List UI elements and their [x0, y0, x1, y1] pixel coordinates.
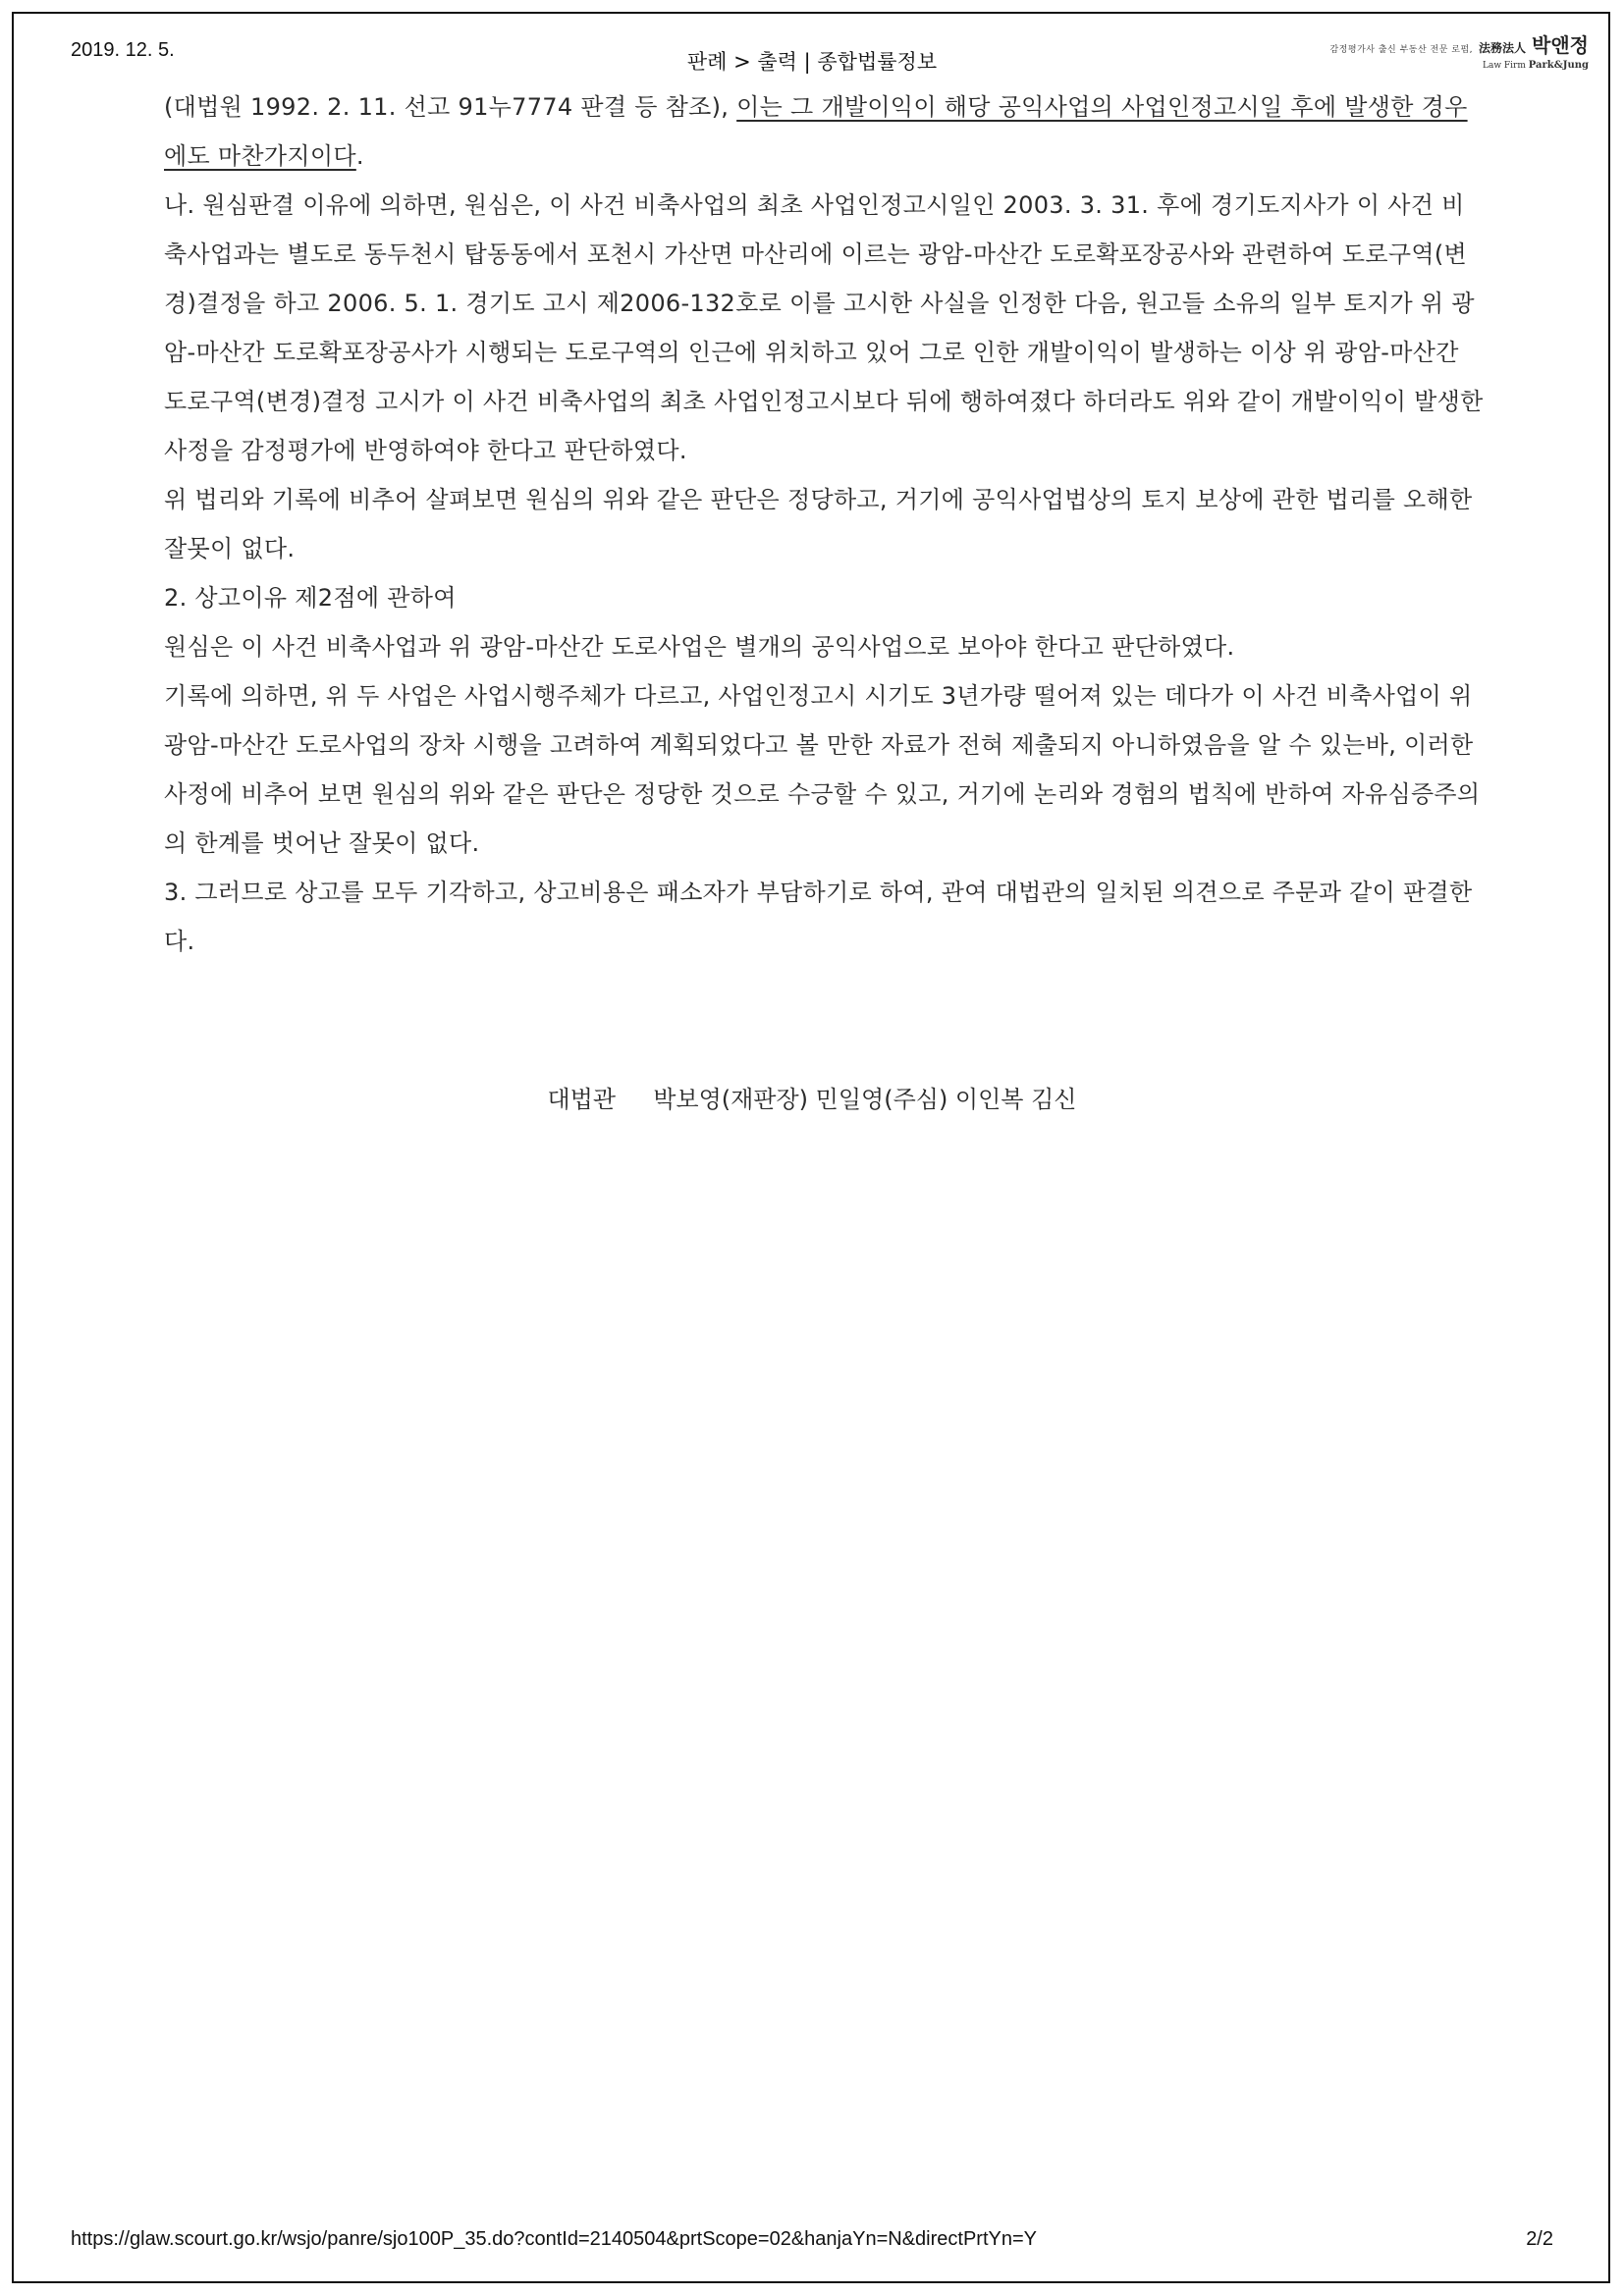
firm-logo: [1329, 29, 1589, 71]
firm-en-name: Park&Jung: [1528, 60, 1589, 71]
print-title: 판례 > 출력 | 종합법률정보: [686, 50, 938, 74]
paragraph-review: 위 법리와 기록에 비추어 살펴보면 원심의 위와 같은 판단은 정당하고, 거기에 공익사업법상의 토지 보상에 관한 법리를 오해한 잘못이 없다.: [164, 486, 1473, 562]
print-date: 2019. 12. 5.: [71, 39, 175, 61]
footer-url: https://glaw.scourt.go.kr/wsjo/panre/sjo100P_35.do?contId=2140504&prtScope=02&hanjaYn=N&directPrtYn=Y: [71, 2228, 1037, 2250]
firm-en-prefix: Law Firm: [1483, 61, 1526, 71]
paragraph-lower-court-reasoning: 나. 원심판결 이유에 의하면, 원심은, 이 사건 비축사업의 최초 사업인정고시일인 2003. 3. 31. 후에 경기도지사가 이 사건 비축사업과는 별도로 동두천시 탑동동에서 포천시 가산면 마산리에 이르는 광암-마산간 도로확포장공사와 관련하여 도로구역(변경)결정을 하고 2006. 5. 1. 경기도 고시 제2006-132호로 이를 고시한 사실을 인정한 다음, 원고들 소유의 일부 토지가 위 광암-마산간 도로확포장공사가 시행되는 도로구역의 인근에 위치하고 있어 그로 인한 개발이익이 발생하는 이상 위 광암-마산간 도로구역(변경)결정 고시가 이 사건 비축사업의 최초 사업인정고시보다 뒤에 행하여졌다 하더라도 위와 같이 개발이익이 발생한 사정을 감정평가에 반영하여야 한다고 판단하였다.: [164, 191, 1484, 464]
justices-signature: 대법관 박보영(재판장) 민일영(주심) 이인복 김신: [547, 1086, 1077, 1113]
citation-end: .: [355, 142, 364, 170]
firm-logo-top-row: [1329, 29, 1589, 58]
firm-hanja: 法務法人: [1479, 41, 1527, 55]
firm-tagline: 감정평가사 출신 부동산 전문 로펌,: [1329, 45, 1474, 55]
paragraph-record-analysis: 기록에 의하면, 위 두 사업은 사업시행주체가 다르고, 사업인정고시 시기도 3년가량 떨어져 있는 데다가 이 사건 비축사업이 위 광암-마산간 도로사업의 장차 시행을 고려하여 계획되었다고 볼 만한 자료가 전혀 제출되지 아니하였음을 알 수 있는바, 이러한 사정에 비추어 보면 원심의 위와 같은 판단은 정당한 것으로 수긍할 수 있고, 거기에 논리와 경험의 법칙에 반하여 자유심증주의의 한계를 벗어난 잘못이 없다.: [164, 682, 1481, 857]
paragraph-conclusion: 3. 그러므로 상고를 모두 기각하고, 상고비용은 패소자가 부담하기로 하여, 관여 대법관의 일치된 의견으로 주문과 같이 판결한다.: [164, 879, 1473, 955]
section-heading-ground-2: 2. 상고이유 제2점에 관하여: [164, 584, 457, 612]
firm-english-name: [1329, 60, 1589, 71]
citation-text: (대법원 1992. 2. 11. 선고 91누7774 판결 등 참조),: [164, 93, 737, 121]
judgment-body: [164, 82, 1485, 966]
paragraph-citation: [164, 82, 1485, 181]
paragraph-lower-court-holding: 원심은 이 사건 비축사업과 위 광암-마산간 도로사업은 별개의 공익사업으로 보아야 한다고 판단하였다.: [164, 633, 1235, 661]
underlined-statement: 이는 그 개발이익이 해당 공익사업의 사업인정고시일 후에 발생한 경우에도 마찬가지이다: [164, 93, 1468, 170]
page-number: 2/2: [1526, 2228, 1553, 2250]
firm-name: 박앤정: [1532, 33, 1589, 57]
